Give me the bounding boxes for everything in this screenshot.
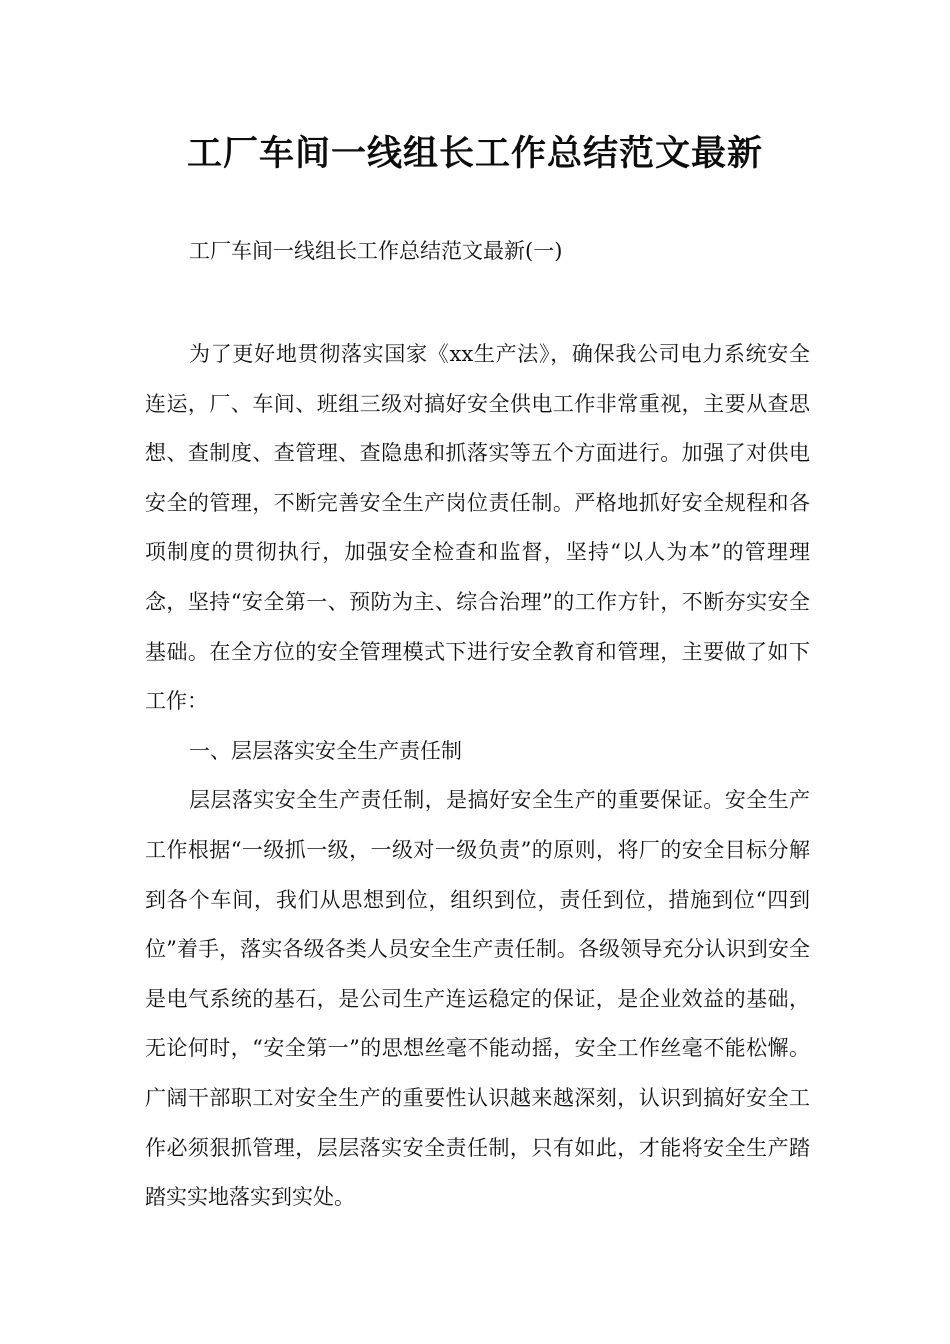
document-body bbox=[145, 330, 810, 1223]
section-heading: 一、层层落实安全生产责任制 bbox=[189, 738, 462, 763]
document-title: 工厂车间一线组长工作总结范文最新 bbox=[186, 134, 763, 174]
document-subtitle: 工厂车间一线组长工作总结范文最新(一) bbox=[189, 239, 563, 263]
intro-paragraph: 为了更好地贯彻落实国家《xx生产法》，确保我公司电力系统安全连运，厂、车间、班组三级对搞好安全供电工作非常重视，主要从查思想、查制度、查管理、查隐患和抓落实等五个方面进行。加强了对供电安全的管理，不断完善安全生产岗位责任制。严格地抓好安全规程和各项制度的贯彻执行，加强安全检查和监督，坚持“以人为本”的管理理念，坚持“安全第一、预防为主、综合治理”的工作方针，不断夯实安全基础。在全方位的安全管理模式下进行安全教育和管理，主要做了如下工作： bbox=[145, 342, 810, 714]
section-paragraph: 层层落实安全生产责任制，是搞好安全生产的重要保证。安全生产工作根据“一级抓一级，一级对一级负责”的原则，将厂的安全目标分解到各个车间，我们从思想到位，组织到位，责任到位，措施到位“四到位”着手，落实各级各类人员安全生产责任制。各级领导充分认识到安全是电气系统的基石，是公司生产连运稳定的保证，是企业效益的基础，无论何时，“安全第一”的思想丝毫不能动摇，安全工作丝毫不能松懈。广阔干部职工对安全生产的重要性认识越来越深刻，认识到搞好安全工作必须狠抓管理，层层落实安全责任制，只有如此，才能将安全生产踏踏实实地落实到实处。 bbox=[145, 788, 810, 1210]
